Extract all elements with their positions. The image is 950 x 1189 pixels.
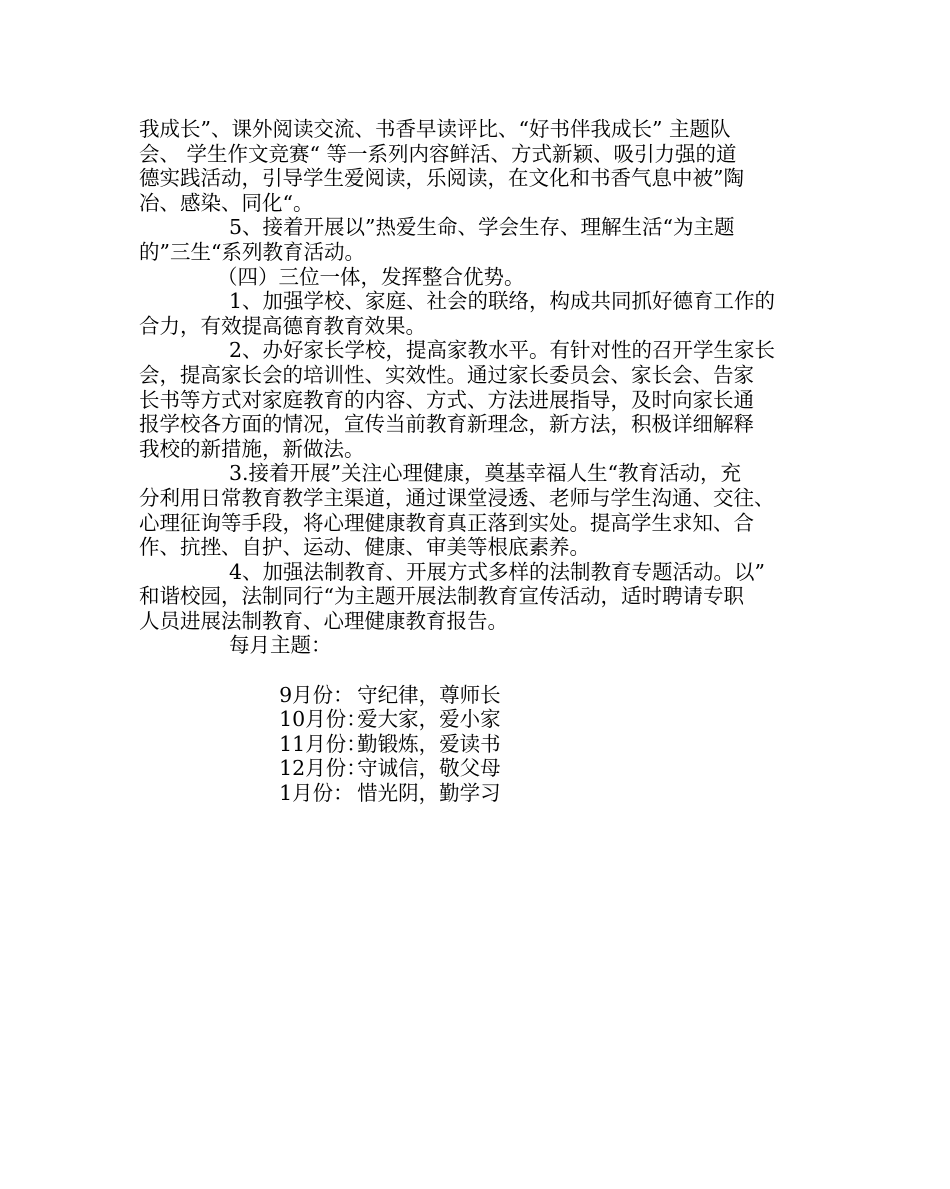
monthly-themes-heading: 每月主题： [229,633,332,658]
theme-text: 勤锻炼，爱读书 [357,731,501,756]
month-label: 9月份： [279,682,354,707]
theme-text: 惜光阴，勤学习 [357,781,501,806]
paragraph-line: 的”三生“系列教育活动。 [139,239,365,264]
paragraph-line: 我校的新措施，新做法。 [139,436,365,461]
theme-text: 守诚信，敬父母 [357,756,501,781]
paragraph-line: 和谐校园，法制同行“为主题开展法制教育宣传活动，适时聘请专职 [139,584,744,609]
monthly-themes-list [139,658,819,806]
paragraph-line: 3.接着开展”关注心理健康，奠基幸福人生“教育活动，充 [229,461,742,486]
section-heading: （四）三位一体，发挥整合优势。 [217,264,525,289]
paragraph-line: 我成长”、课外阅读交流、书香早读评比、“好书伴我成长” 主题队 [139,117,731,141]
paragraph-line: 会、 学生作文竞赛“ 等一系列内容鲜活、方式新颖、吸引力强的道 [139,141,737,166]
paragraph-line: 作、抗挫、自护、运动、健康、审美等根底素养。 [139,535,590,560]
paragraph-line: 长书等方式对家庭教育的内容、方式、方法进展指导，及时向家长通 [139,387,754,412]
paragraph-line: 人员进展法制教育、心理健康教育报告。 [139,608,508,633]
monthly-theme-item [139,658,819,707]
paragraph-line: 分利用日常教育教学主渠道，通过课堂浸透、老师与学生沟通、交往、 [139,485,775,510]
paragraph-line: 1、加强学校、家庭、社会的联络，构成共同抓好德育工作的 [229,289,776,314]
paragraph-line: 心理征询等手段，将心理健康教育真正落到实处。提高学生求知、合 [139,510,754,535]
paragraph-line: 德实践活动，引导学生爱阅读，乐阅读，在文化和书香气息中被”陶 [139,166,744,191]
document-body [139,117,819,806]
paragraph-line: 合力，有效提高德育教育效果。 [139,313,426,338]
paragraph-line: 2、办好家长学校，提高家教水平。有针对性的召开学生家长 [229,338,776,363]
paragraph-line: 5、接着开展以”热爱生命、学会生存、理解生活“为主题 [229,215,735,240]
month-label: 1月份： [279,781,354,806]
theme-text: 爱大家，爱小家 [357,707,501,732]
theme-text: 守纪律，尊师长 [357,682,501,707]
paragraph-line: 4、加强法制教育、开展方式多样的法制教育专题活动。以” [229,559,766,584]
paragraph-line: 会，提高家长会的培训性、实效性。通过家长委员会、家长会、告家 [139,362,754,387]
month-label: 10月份： [279,707,367,732]
month-label: 11月份： [279,731,367,756]
paragraph-line: 报学校各方面的情况，宣传当前教育新理念，新方法，积极详细解释 [139,412,754,437]
paragraph-line: 冶、感染、同化“。 [139,190,314,215]
month-label: 12月份： [279,756,367,781]
